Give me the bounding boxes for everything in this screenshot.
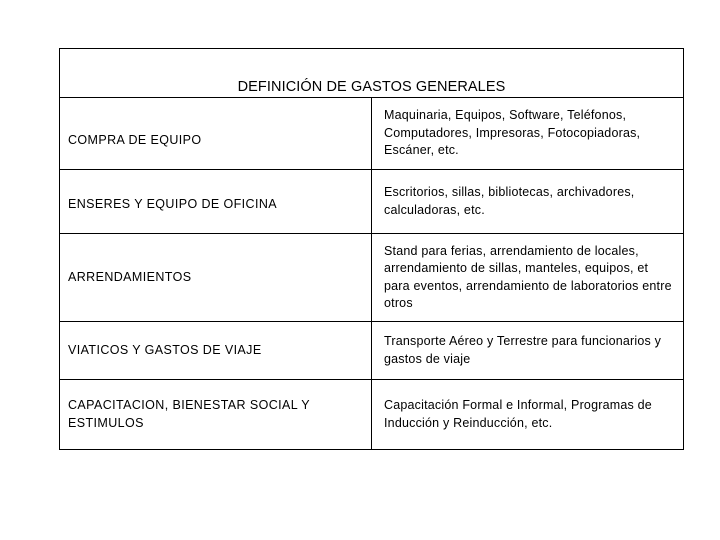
category-cell — [60, 98, 372, 170]
category-cell — [60, 170, 372, 234]
description-cell: Transporte Aéreo y Terrestre para funcionarios y gastos de viaje — [372, 322, 684, 380]
table-title: DEFINICIÓN DE GASTOS GENERALES — [237, 79, 506, 95]
category-label: ARRENDAMIENTOS — [68, 269, 192, 284]
category-cell — [60, 380, 372, 450]
table-row — [60, 234, 684, 322]
table-title-row — [60, 49, 684, 98]
description-cell: Escritorios, sillas, bibliotecas, archivadores, calculadoras, etc. — [372, 170, 684, 234]
table-title-cell — [60, 49, 684, 98]
category-label: ENSERES Y EQUIPO DE OFICINA — [68, 196, 277, 211]
category-cell — [60, 322, 372, 380]
table-row — [60, 98, 684, 170]
description-cell: Maquinaria, Equipos, Software, Teléfonos, Computadores, Impresoras, Fotocopiadoras, Escáner, etc. — [372, 98, 684, 170]
category-label: COMPRA DE EQUIPO — [68, 132, 202, 147]
description-cell: Capacitación Formal e Informal, Programas de Inducción y Reinducción, etc. — [372, 380, 684, 450]
general-expenses-table — [59, 48, 684, 450]
category-label: CAPACITACION, BIENESTAR SOCIAL Y ESTIMULOS — [68, 398, 310, 430]
table-row — [60, 380, 684, 450]
category-cell — [60, 234, 372, 322]
table-row — [60, 170, 684, 234]
category-label: VIATICOS Y GASTOS DE VIAJE — [68, 342, 262, 357]
description-cell: Stand para ferias, arrendamiento de locales, arrendamiento de sillas, manteles, equipos, et para eventos, arrendamiento de laboratorios entre otros — [372, 234, 684, 322]
table-row — [60, 322, 684, 380]
